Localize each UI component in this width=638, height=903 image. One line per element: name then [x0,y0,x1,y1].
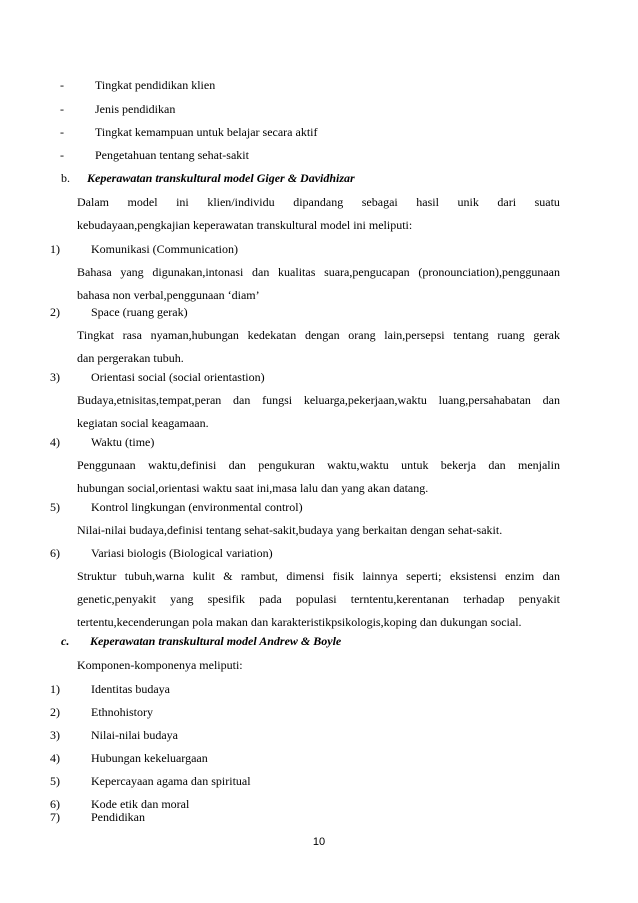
list-item: Identitas budaya [91,682,170,696]
list-item: Nilai-nilai budaya [91,728,178,742]
word: (pronounciation),penggunaan [418,265,560,279]
section-c-marker: c. [61,634,70,648]
word: Bahasa [77,265,112,279]
list-item: Pengetahuan tentang sehat-sakit [95,148,249,162]
word: enzim [504,569,535,583]
item-number: 5) [50,774,60,788]
word: sebagai [361,195,398,209]
item-text-line [77,569,560,583]
item-heading: Waktu (time) [91,435,155,449]
word: orang [348,328,376,342]
section-b-title: Keperawatan transkultural model Giger & Davidhizar [87,171,355,185]
word: Tingkat [77,328,114,342]
word: lainnya [362,569,398,583]
list-dash: - [60,125,64,139]
word: dan [233,393,251,407]
section-b-intro-line1 [77,195,560,209]
list-dash: - [60,78,64,92]
word: ini [176,195,189,209]
item-number: 3) [50,728,60,742]
list-item: Tingkat kemampuan untuk belajar secara aktif [95,125,318,139]
word: lain,persepsi [384,328,445,342]
word: dengan [304,328,340,342]
word: fisik [332,569,355,583]
word: & [223,569,233,583]
list-item: Jenis pendidikan [95,102,176,116]
word: spesifik [207,592,245,606]
word: kualitas [278,265,316,279]
word: bekerja [440,458,477,472]
list-item: Kode etik dan moral [91,797,190,811]
item-text-line: tertentu,kecenderungan pola makan dan karakteristikpsikologis,koping dan dukungan social. [77,615,522,629]
word: kulit [192,569,215,583]
item-text-line [77,265,560,279]
word: tubuh,warna [124,569,185,583]
item-number: 6) [50,546,60,560]
word: untuk [401,458,429,472]
item-heading: Orientasi social (social orientastion) [91,370,265,384]
item-number: 1) [50,242,60,256]
word: klien/individu [207,195,275,209]
word: pada [259,592,282,606]
word: luang,persahabatan [438,393,531,407]
word: hasil [416,195,439,209]
word: genetic,penyakit [77,592,156,606]
word: suara,pengucapan [324,265,410,279]
word: suatu [534,195,560,209]
item-number: 5) [50,500,60,514]
word: Dalam [77,195,109,209]
word: populasi [295,592,337,606]
word: dan [542,569,560,583]
list-item: Hubungan kekeluargaan [91,751,208,765]
word: gerak [533,328,560,342]
item-heading: Komunikasi (Communication) [91,242,238,256]
word: penyakit [518,592,560,606]
item-number: 2) [50,705,60,719]
word: fungsi [262,393,293,407]
word: eksistensi [449,569,497,583]
word: seperti; [406,569,442,583]
word: terhadap [463,592,505,606]
item-text-line: dan pergerakan tubuh. [77,351,184,365]
word: dan [542,393,560,407]
item-number: 4) [50,751,60,765]
word: waktu,definisi [147,458,217,472]
word: ruang [497,328,525,342]
list-item: Pendidikan [91,810,145,824]
list-item: Kepercayaan agama dan spiritual [91,774,251,788]
item-number: 7) [50,810,60,824]
item-text-line: Nilai-nilai budaya,definisi tentang sehat-sakit,budaya yang berkaitan dengan sehat-sakit. [77,523,503,537]
word: model [127,195,158,209]
word: Struktur [77,569,117,583]
item-text-line [77,458,560,472]
word: nyaman,hubungan [150,328,239,342]
list-item: Tingkat pendidikan klien [95,78,216,92]
word: kedekatan [247,328,297,342]
word: pengukuran [258,458,315,472]
list-item: Ethnohistory [91,705,153,719]
section-c-title: Keperawatan transkultural model Andrew & Boyle [90,634,342,648]
item-number: 2) [50,305,60,319]
word: dimensi [286,569,325,583]
word: dan [252,265,270,279]
word: dari [497,195,517,209]
item-heading: Variasi biologis (Biological variation) [91,546,273,560]
section-b-marker: b. [61,171,70,185]
section-b-intro-line2: kebudayaan,pengkajian keperawatan transkultural model ini meliputi: [77,218,413,232]
item-text-line: hubungan social,orientasi waktu saat ini,masa lalu dan yang akan datang. [77,481,429,495]
word: digunakan,intonasi [152,265,244,279]
word: rasa [122,328,142,342]
item-text-line [77,592,560,606]
word: dipandang [293,195,344,209]
word: dan [488,458,506,472]
item-text-line [77,328,560,342]
item-text-line [77,393,560,407]
item-heading: Kontrol lingkungan (environmental control) [91,500,303,514]
word: yang [170,592,194,606]
page-number: 10 [312,836,326,848]
item-number: 4) [50,435,60,449]
word: terntentu,kerentanan [350,592,450,606]
word: menjalin [517,458,560,472]
word: Penggunaan [77,458,136,472]
item-number: 6) [50,797,60,811]
word: tentang [453,328,489,342]
word: unik [457,195,479,209]
word: keluarga,pekerjaan,waktu [303,393,427,407]
word: dan [228,458,246,472]
word: Budaya,etnisitas,tempat,peran [77,393,222,407]
item-text-line: kegiatan social keagamaan. [77,416,209,430]
item-heading: Space (ruang gerak) [91,305,188,319]
section-c-intro: Komponen-komponenya meliputi: [77,658,243,672]
item-text-line: bahasa non verbal,penggunaan ‘diam’ [77,288,260,302]
word: yang [120,265,144,279]
item-number: 3) [50,370,60,384]
item-number: 1) [50,682,60,696]
list-dash: - [60,148,64,162]
word: waktu,waktu [327,458,389,472]
list-dash: - [60,102,64,116]
word: rambut, [240,569,278,583]
